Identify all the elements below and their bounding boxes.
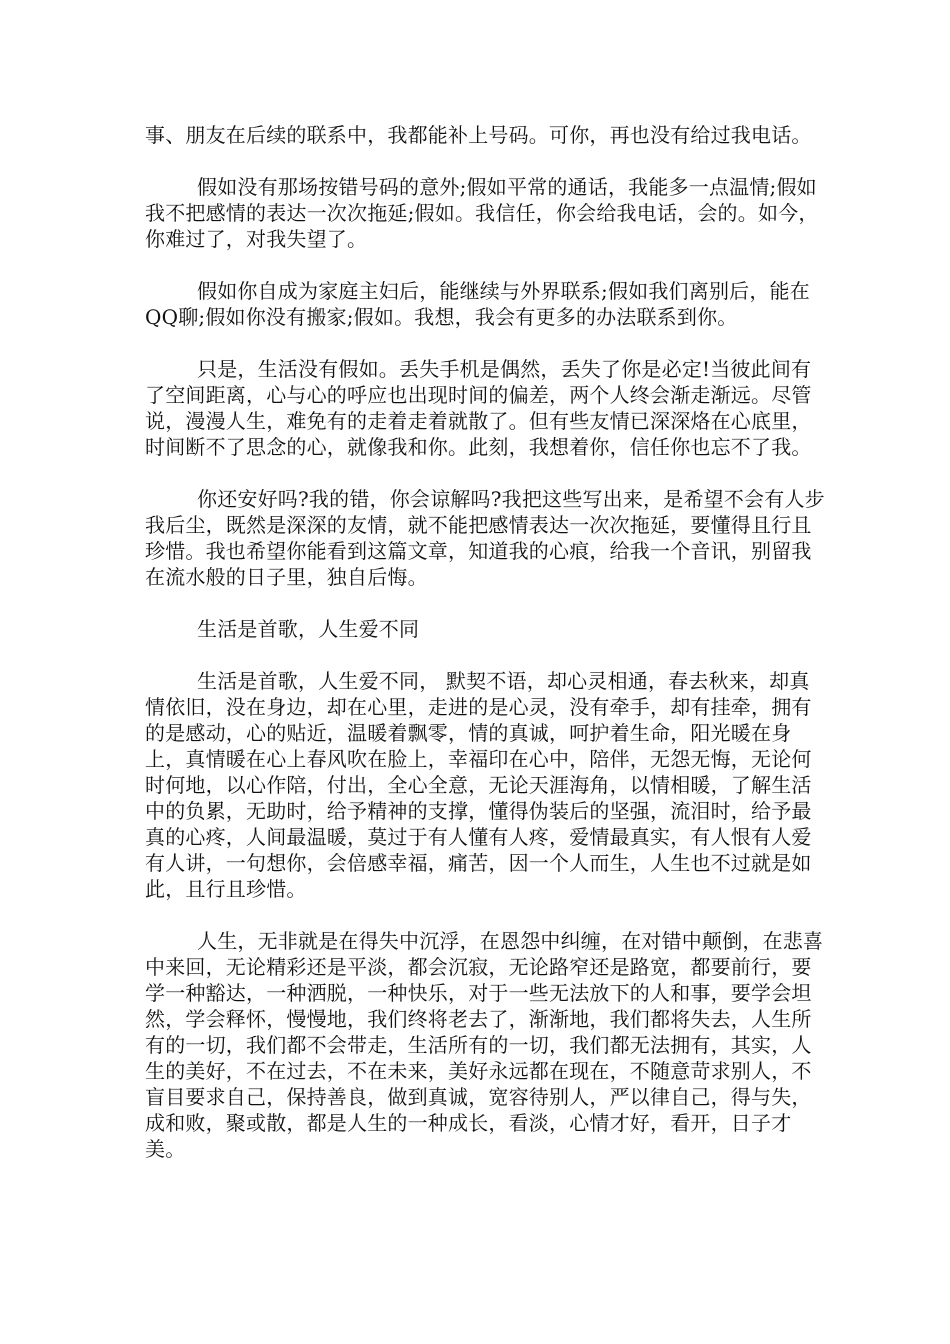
paragraph-6: 生活是首歌，人生爱不同， 默契不语，却心灵相通，春去秋来，却真情依旧，没在身边，却在心里，走进的是心灵，没有牵手，却有挂牵，拥有的是感动，心的贴近，温暖着飘零，情的真诚，呵护着生命，阳光暖在身上，真情暖在心上春风吹在脸上，幸福印在心中，陪伴，无怨无悔，无论何时何地，以心作陪，付出，全心全意，无论天涯海角，以情相暖，了解生活中的负累，无助时，给予精神的支撑，懂得伪装后的坚强，流泪时，给予最真的心疼，人间最温暖，莫过于有人懂有人疼，爱情最真实，有人恨有人爱有人讲，一句想你，会倍感幸福，痛苦，因一个人而生，人生也不过就是如此，且行且珍惜。: [145, 669, 812, 901]
paragraph-4: 只是，生活没有假如。丢失手机是偶然，丢失了你是必定!当彼此间有了空间距离，心与心的呼应也出现时间的偏差，两个人终会渐走渐远。尽管说，漫漫人生，难免有的走着走着就散了。但有些友情已深深烙在心底里，时间断不了思念的心，就像我和你。此刻，我想着你，信任你也忘不了我。: [145, 357, 812, 459]
paragraph-7: 人生，无非就是在得失中沉浮，在恩怨中纠缠，在对错中颠倒，在悲喜中来回，无论精彩还是平淡，都会沉寂，无论路窄还是路宽，都要前行，要学一种豁达，一种洒脱，一种快乐，对于一些无法放下的人和事，要学会坦然，学会释怀，慢慢地，我们终将老去了，渐渐地，我们都将失去，人生所有的一切，我们都不会带走，生活所有的一切，我们都无法拥有，其实，人生的美好，不在过去，不在未来，美好永远都在现在，不随意苛求别人，不盲目要求自己，保持善良，做到真诚，宽容待别人，严以律自己，得与失，成和败，聚或散，都是人生的一种成长，看淡，心情才好，看开，日子才美。: [145, 929, 824, 1161]
paragraph-3: 假如你自成为家庭主妇后，能继续与外界联系;假如我们离别后，能在QQ聊;假如你没有搬家;假如。我想，我会有更多的办法联系到你。: [145, 279, 810, 329]
paragraph-2: 假如没有那场按错号码的意外;假如平常的通话，我能多一点温情;假如我不把感情的表达一次次拖延;假如。我信任，你会给我电话，会的。如今，你难过了，对我失望了。: [145, 175, 819, 251]
document-body: [145, 122, 825, 1188]
paragraph-5: 你还安好吗?我的错，你会谅解吗?我把这些写出来，是希望不会有人步我后尘，既然是深深的友情，就不能把感情表达一次次拖延，要懂得且行且珍惜。我也希望你能看到这篇文章，知道我的心痕，给我一个音讯，别留我在流水般的日子里，独自后悔。: [145, 487, 825, 589]
section-heading: 生活是首歌，人生爱不同: [197, 617, 420, 641]
paragraph-1: 事、朋友在后续的联系中，我都能补上号码。可你，再也没有给过我电话。: [145, 123, 812, 147]
